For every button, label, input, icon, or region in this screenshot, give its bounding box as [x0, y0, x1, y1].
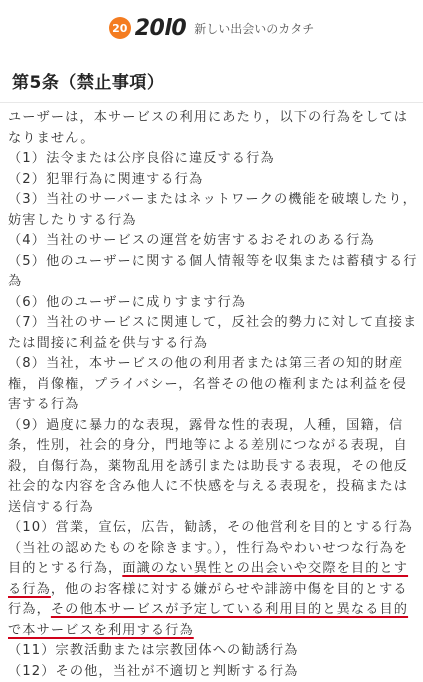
logo[interactable] — [109, 16, 314, 41]
list-item: （8）当社，本サービスの他の利用者または第三者の知的財産権，肖像権，プライバシー，名誉その他の権利または利益を侵害する行為 — [8, 354, 418, 416]
section-title: 第5条（禁止事項） — [12, 68, 412, 93]
list-item-10 — [8, 518, 418, 641]
list-item: （4）当社のサービスの運営を妨害するおそれのある行為 — [8, 231, 418, 252]
item10-part1: （10）営業，宣伝，広告，勧誘，その他営利を目的とする行為（当社の認めたものを除きます。），性行為やわいせつな行為を目的とする行為， — [8, 520, 413, 576]
logo-badge-icon: 20 — [109, 17, 131, 39]
list-item: （5）他のユーザーに関する個人情報等を収集または蓄積する行為 — [8, 252, 418, 293]
list-item: （2）犯罪行為に関連する行為 — [8, 170, 418, 191]
list-item: （11）宗教活動または宗教団体への勧誘行為 — [8, 641, 418, 662]
list-item: （6）他のユーザーに成りすます行為 — [8, 293, 418, 314]
list-item: （3）当社のサーバーまたはネットワークの機能を破壊したり，妨害したりする行為 — [8, 190, 418, 231]
app-header — [0, 0, 423, 57]
intro-text: ユーザーは，本サービスの利用にあたり，以下の行為をしてはなりません。 — [8, 108, 418, 149]
terms-body — [8, 108, 418, 682]
terms-content — [0, 56, 423, 662]
item10-underlined-1: 面識のない異性との出会いや交際を目的とする行為 — [8, 561, 408, 597]
tagline: 新しい出会いのカタチ — [194, 20, 314, 37]
divider — [0, 102, 423, 103]
list-item: （1）法令または公序良俗に違反する行為 — [8, 149, 418, 170]
item10-part3: ，他のお客様に対する嫌がらせや誹謗中傷を目的とする行為， — [8, 582, 408, 618]
list-item: （9）過度に暴力的な表現，露骨な性的表現，人種，国籍，信条，性別，社会的身分，門地等による差別につながる表現，自殺，自傷行為，薬物乱用を誘引または助長する表現，その他反社会的な内容を含み他人に不快感を与える表現を，投稿または送信する行為 — [8, 416, 418, 519]
item10-underlined-2: その他本サービスが予定している利用目的と異なる目的で本サービスを利用する行為 — [8, 602, 408, 638]
list-item: （12）その他，当社が不適切と判断する行為 — [8, 662, 418, 682]
logo-text: 20l0 — [135, 16, 186, 41]
list-item: （7）当社のサービスに関連して，反社会的勢力に対して直接または間接に利益を供与する行為 — [8, 313, 418, 354]
